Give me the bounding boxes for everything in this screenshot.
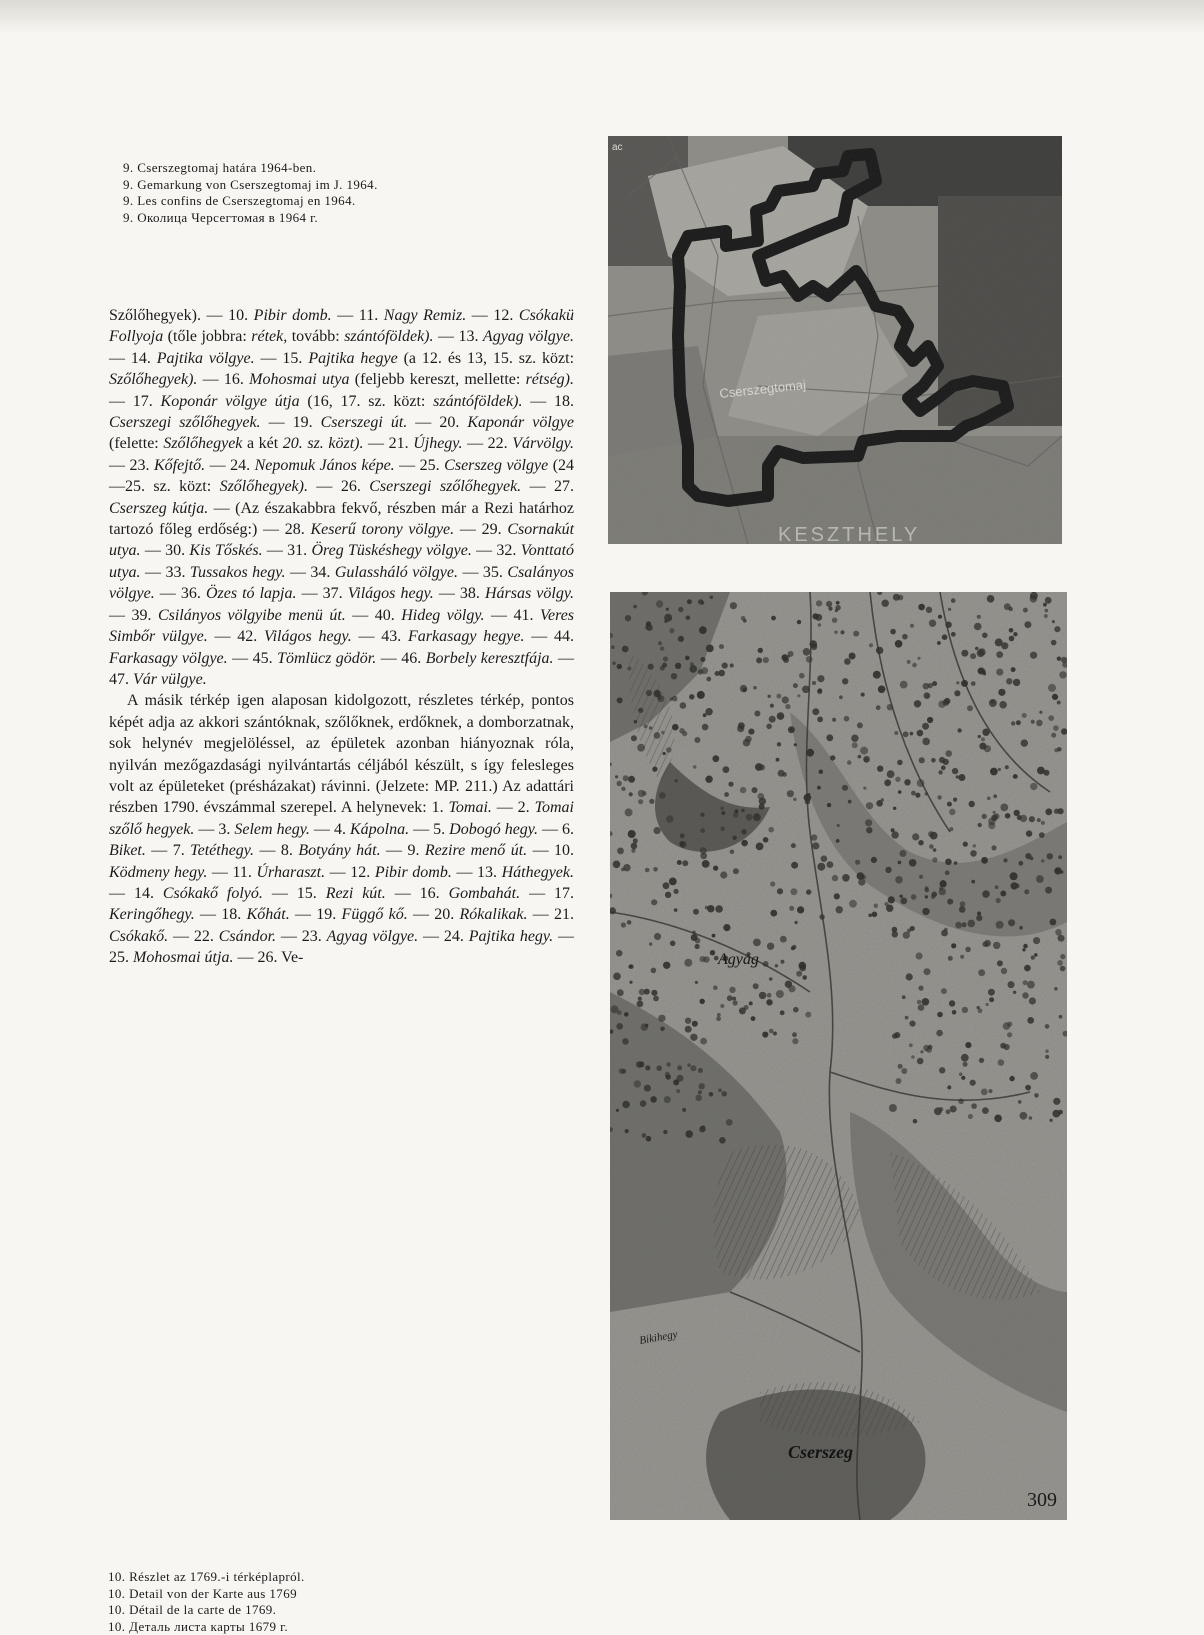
text-run: — 44. [525, 628, 575, 645]
place-name: Világos hegy. [348, 585, 434, 602]
place-name: Cserszeg völgye [444, 457, 548, 474]
page-number: 309 [1027, 1489, 1057, 1512]
body-text [109, 305, 574, 969]
place-name: Cserszeg kútja. [109, 500, 208, 517]
text-run: — 14. [109, 885, 163, 902]
place-name: szántóföldek). [433, 393, 522, 410]
place-name: Vonttató utya. [109, 542, 574, 580]
place-name: Farkasagy hegye. [408, 628, 524, 645]
text-run: — 2. [492, 799, 535, 816]
text-run: — 16. [386, 885, 449, 902]
text-run: — 36. [155, 585, 206, 602]
place-name: Csándor. [219, 928, 276, 945]
place-name: Pibir domb. [254, 307, 332, 324]
figure-10-caption [108, 1569, 305, 1635]
place-name: rétség). [526, 371, 574, 388]
text-run: — 9. [381, 842, 425, 859]
text-run: — 38. [434, 585, 485, 602]
caption-ru: 10. Деталь листа карты 1679 г. [108, 1619, 305, 1635]
place-name: rétek, [251, 328, 287, 345]
map-label-town: KESZTHELY [778, 524, 920, 544]
text-run: — 29. [454, 521, 507, 538]
caption-de: 10. Detail von der Karte aus 1769 [108, 1586, 305, 1603]
caption-de: 9. Gemarkung von Cserszegtomaj im J. 1964. [123, 177, 378, 194]
place-name: Csalányos völgye. [109, 564, 574, 602]
text-run: — 16. [197, 371, 249, 388]
text-run: a két [242, 435, 282, 452]
text-run: — 26. Ve- [233, 949, 303, 966]
place-name: Kaponár völgye [467, 414, 574, 431]
text-run: — 6. [538, 821, 574, 838]
text-run: — 34. [286, 564, 335, 581]
place-name: Dobogó hegy. [449, 821, 538, 838]
place-name: Koponár völgye útja [161, 393, 300, 410]
place-name: Gulassháló völgye. [335, 564, 458, 581]
place-name: Csókakő. [109, 928, 168, 945]
place-name: Selem hegy. [234, 821, 310, 838]
text-run: — 5. [409, 821, 449, 838]
text-run: — 32. [472, 542, 521, 559]
text-run: — 45. [228, 650, 277, 667]
text-run: — 11. [332, 307, 384, 324]
caption-hu: 9. Cserszegtomaj határa 1964-ben. [123, 160, 378, 177]
text-run: — 12. [466, 307, 519, 324]
place-name: Tetéthegy. [190, 842, 254, 859]
text-run: — 42. [208, 628, 264, 645]
place-name: Rezi kút. [326, 885, 386, 902]
text-run: — 39. [109, 607, 158, 624]
place-name: Mohosmai útja. [133, 949, 233, 966]
place-name: Függő kő. [342, 906, 408, 923]
text-run: — 17. [520, 885, 574, 902]
figure-10-historic-map [610, 592, 1067, 1520]
place-name: Hideg völgy. [401, 607, 484, 624]
text-run: — 20. [407, 414, 467, 431]
place-name: Öreg Tüskéshegy völgye. [311, 542, 471, 559]
text-run: — 22. [463, 435, 513, 452]
figure-9-boundary-map [608, 136, 1062, 544]
text-run: tovább: [287, 328, 344, 345]
scan-top-edge [0, 0, 1204, 34]
text-run: A másik térkép igen alaposan kidolgozott, részletes térkép, pontos képét adja az akkori szántóknak, szőlőknek, erdőknek, a domborzatnak, sok helynév megjelöléssel, az épületek azonban hiányoznak róla, nyilván mezőgazdasági nyilvántartás céljából készült, s így felesleges volt az épületeket (présházakat) rávinni. (Jelzete: MP. 211.) Az adattári részben 1790. évszámmal szerepel. A helynevek: 1. [109, 692, 574, 816]
text-run: — 15. [255, 350, 309, 367]
place-name: Csókakő folyó. [163, 885, 263, 902]
text-run: — 11. [207, 864, 256, 881]
place-name: Úrharaszt. [256, 864, 325, 881]
text-run: (24—25. sz. közt: [109, 457, 574, 495]
place-name: Pajtika hegye [308, 350, 397, 367]
text-run: — 26. [308, 478, 369, 495]
place-name: Pajtika völgye. [157, 350, 255, 367]
place-name: Biket. [109, 842, 146, 859]
place-name: Rókalikak. [460, 906, 528, 923]
place-name: Szőlőhegyek). [220, 478, 308, 495]
text-run: — 25. [109, 928, 574, 966]
place-name: Pibir domb. [375, 864, 452, 881]
text-run: — 23. [276, 928, 327, 945]
place-name: Kis Tőskés. [189, 542, 262, 559]
text-run: — 19. [261, 414, 321, 431]
place-name: Háthegyek. [502, 864, 574, 881]
text-run: — 3. [194, 821, 234, 838]
place-name: Gombahát. [449, 885, 521, 902]
place-name-list [109, 305, 574, 690]
text-run: — 17. [109, 393, 161, 410]
caption-hu: 10. Részlet az 1769.-i térképlapról. [108, 1569, 305, 1586]
text-run: Szőlőhegyek). — 10. [109, 307, 254, 324]
text-run: — 37. [297, 585, 348, 602]
text-run: — 46. [376, 650, 425, 667]
place-name: Csornakút utya. [109, 521, 574, 559]
text-run: — 43. [352, 628, 408, 645]
text-run: — (Az északabbra fekvő, részben már a Rezi határhoz tartozó főleg erdőség:) — 28. [109, 500, 574, 538]
text-run: — 23. [109, 457, 154, 474]
place-name: Cserszegi szőlőhegyek. [369, 478, 521, 495]
place-name: Ködmeny hegy. [109, 864, 207, 881]
place-name: Kápolna. [350, 821, 409, 838]
caption-ru: 9. Околица Черсегтомая в 1964 г. [123, 210, 378, 227]
text-run: — 31. [263, 542, 312, 559]
place-name: Hársas völgy. [485, 585, 574, 602]
place-name: Csókakü Follyoja [109, 307, 574, 345]
text-run: (16, 17. sz. közt: [300, 393, 434, 410]
place-name: Özes tó lapja. [206, 585, 297, 602]
text-run: — 24. [205, 457, 255, 474]
place-name: Cserszegi szőlőhegyek. [109, 414, 261, 431]
place-name: Farkasagy völgye. [109, 650, 228, 667]
place-name: Mohosmai utya [249, 371, 349, 388]
place-name: Tomai. [448, 799, 491, 816]
text-run: — 13. [434, 328, 483, 345]
place-name: Keringőhegy. [109, 906, 195, 923]
place-name: Tömlücz gödör. [277, 650, 376, 667]
place-name: Csilányos völgyibe menü út. [158, 607, 346, 624]
figure-9-caption [123, 160, 378, 226]
text-run: — 47. [109, 650, 574, 688]
text-run: — 25. [395, 457, 445, 474]
paragraph-second-map [109, 690, 574, 968]
map-label-village: Cserszegtomaj [719, 377, 807, 401]
text-run: — 27. [521, 478, 574, 495]
place-name: Pajtika hegy. [469, 928, 553, 945]
text-run: (tőle jobbra: [163, 328, 251, 345]
caption-fr: 10. Détail de la carte de 1769. [108, 1602, 305, 1619]
text-run: — 21. [528, 906, 575, 923]
text-run: — 30. [141, 542, 190, 559]
place-name: Keserű torony völgye. [310, 521, 454, 538]
text-run: — 24. [418, 928, 469, 945]
map-label-cserszeg: Cserszeg [788, 1442, 853, 1462]
place-name: Botyány hát. [298, 842, 380, 859]
text-run: — 18. [522, 393, 574, 410]
text-run: — 22. [168, 928, 219, 945]
place-name: Rezire menő út. [425, 842, 527, 859]
text-run: (feljebb kereszt, mellette: [350, 371, 526, 388]
place-name: Kőhát. [247, 906, 290, 923]
place-name: Szőlőhegyek [163, 435, 242, 452]
text-run: — 14. [109, 350, 157, 367]
place-name: Veres Simbőr vülgye. [109, 607, 574, 645]
place-name: Nepomuk János képe. [255, 457, 395, 474]
place-name: Szőlőhegyek). [109, 371, 197, 388]
map-label-agyag: Agyag [717, 951, 759, 968]
place-name: Világos hegy. [264, 628, 352, 645]
text-run: — 18. [195, 906, 247, 923]
place-name: szántóföldek). [344, 328, 433, 345]
place-name: Nagy Remiz. [384, 307, 466, 324]
place-name: Vár vülgye. [133, 671, 207, 688]
place-name: 20. sz. közt). [283, 435, 364, 452]
place-name: Agyag völgye. [327, 928, 419, 945]
place-name: Tomai szőlő hegyek. [109, 799, 574, 837]
map-label-corner: ac [612, 142, 623, 153]
place-name: Kőfejtő. [154, 457, 205, 474]
place-name: Agyag völgye. [483, 328, 574, 345]
place-name: Borbely keresztfája. [426, 650, 554, 667]
text-run: — 8. [254, 842, 298, 859]
text-run: — 4. [310, 821, 350, 838]
map-label-bikihegy: Bikihegy [638, 1328, 678, 1347]
place-name: Tussakos hegy. [190, 564, 286, 581]
text-run: — 35. [458, 564, 507, 581]
text-run: — 41. [485, 607, 540, 624]
place-name: Cserszegi út. [321, 414, 408, 431]
text-run: — 20. [408, 906, 460, 923]
text-run: — 19. [290, 906, 342, 923]
text-run: — 21. [363, 435, 413, 452]
text-run: — 12. [325, 864, 375, 881]
text-run: (a 12. és 13, 15. sz. közt: [398, 350, 574, 367]
text-run: — 10. [527, 842, 574, 859]
text-run: — 13. [452, 864, 502, 881]
caption-fr: 9. Les confins de Cserszegtomaj en 1964. [123, 193, 378, 210]
place-name: Várvölgy. [512, 435, 574, 452]
place-name: Újhegy. [413, 435, 462, 452]
text-run: (felette: [109, 435, 163, 452]
text-run: — 40. [346, 607, 401, 624]
text-run: — 33. [141, 564, 190, 581]
text-run: — 15. [263, 885, 326, 902]
text-run: — 7. [146, 842, 190, 859]
